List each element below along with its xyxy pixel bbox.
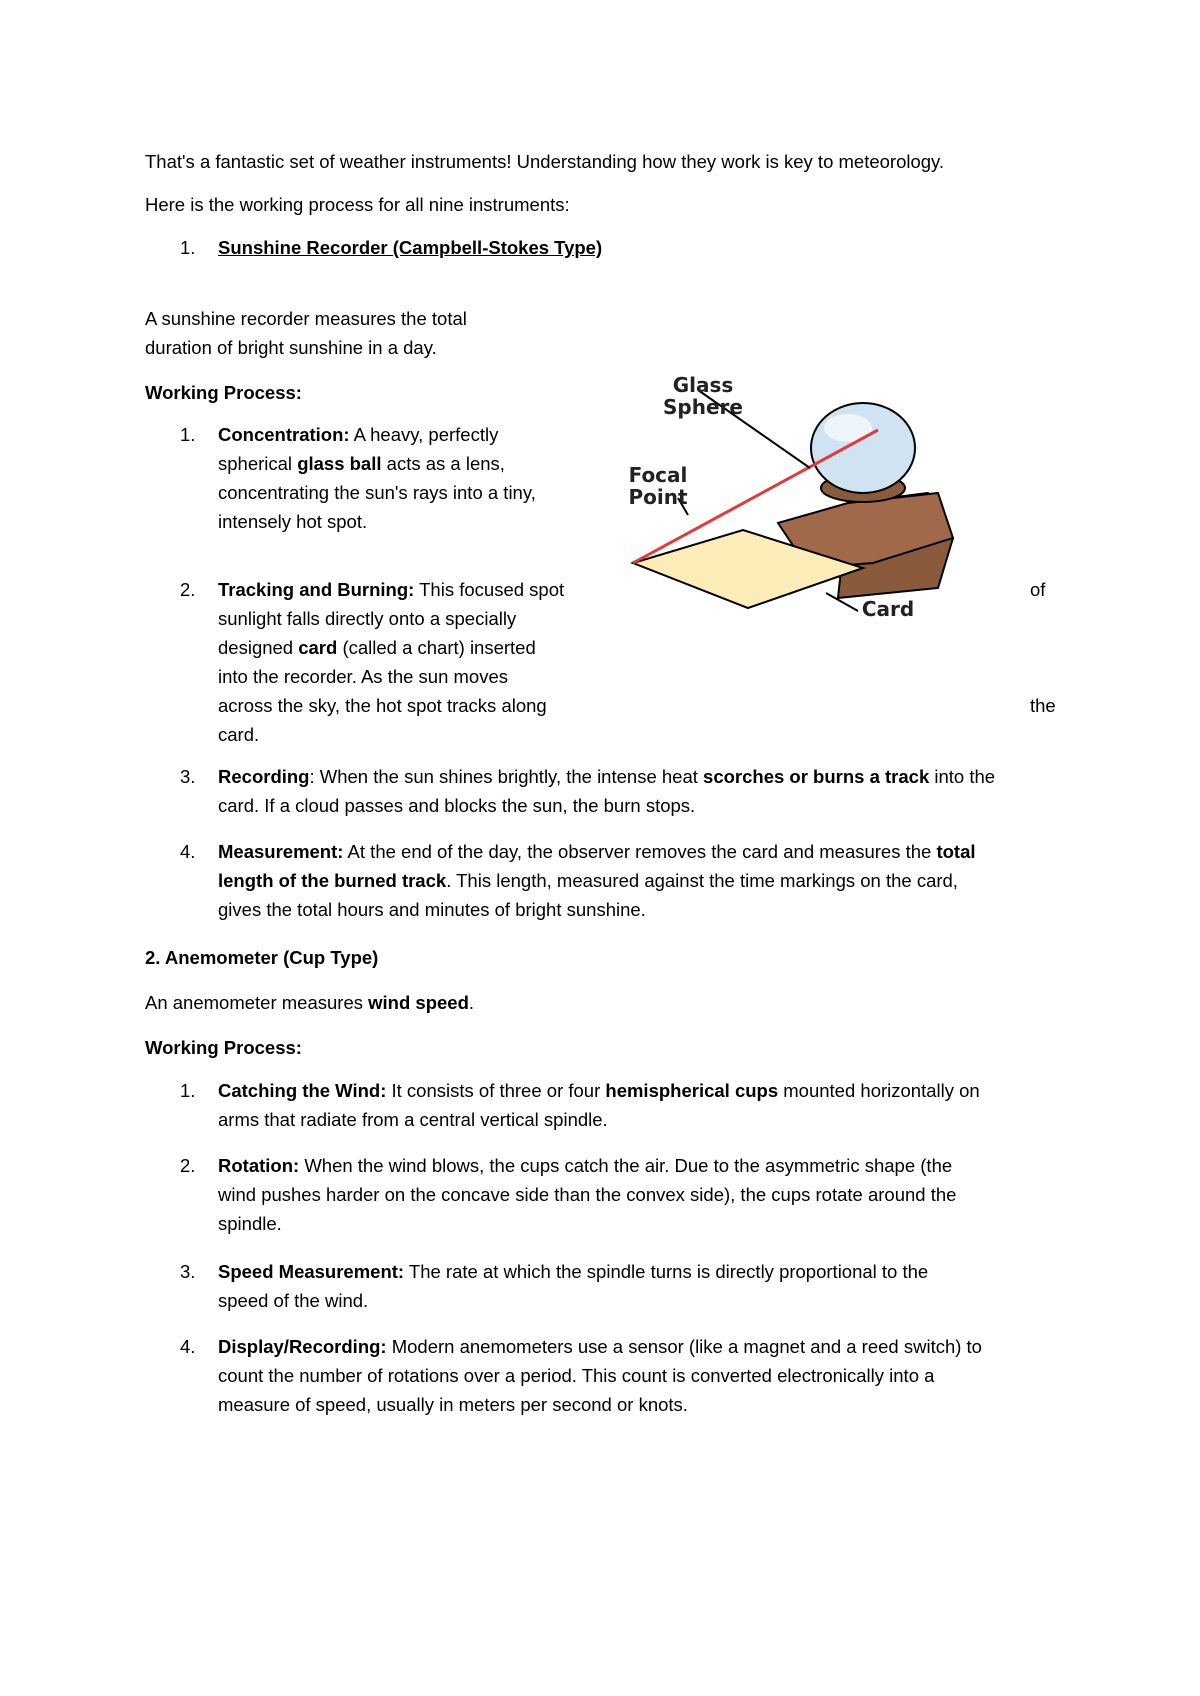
s2-step2 xyxy=(218,1151,1078,1238)
s1-step4-text: gives the total hours and minutes of bright sunshine. xyxy=(218,899,646,920)
s2-step1-text: mounted horizontally on xyxy=(778,1080,980,1101)
s2-step2-term: Rotation: xyxy=(218,1155,300,1176)
s2-step3-term: Speed Measurement: xyxy=(218,1261,405,1282)
s2-step4 xyxy=(218,1332,1078,1419)
s1-step1-text: A heavy, perfectly xyxy=(349,424,499,445)
s1-step2-text: This focused spot xyxy=(414,579,565,600)
label-focal-line2: Point xyxy=(628,485,688,509)
label-glass-line1: Glass xyxy=(672,373,734,397)
s1-step1-bold: glass ball xyxy=(297,453,382,474)
section2-desc-bold: wind speed xyxy=(368,992,469,1013)
s1-step3-text: : xyxy=(309,766,315,787)
section2-desc-text: An anemometer measures xyxy=(145,992,369,1013)
s2-step1 xyxy=(218,1076,1078,1134)
s1-step2-num: 2. xyxy=(180,579,196,600)
s2-step2-num: 2. xyxy=(180,1155,196,1176)
s1-step2-justified-word: of xyxy=(1030,579,1046,600)
label-card: Card xyxy=(861,597,915,621)
s2-step3-text: speed of the wind. xyxy=(218,1290,369,1311)
s1-step1-text: concentrating the sun's rays into a tiny, xyxy=(218,482,536,503)
s1-step3-text: into the xyxy=(929,766,996,787)
s1-step4-text: At the end of the day, the observer removes the card and measures the xyxy=(343,841,937,862)
section1-title-text: Sunshine Recorder (Campbell-Stokes Type) xyxy=(218,237,603,258)
s2-step4-num: 4. xyxy=(180,1336,196,1357)
sunshine-recorder-diagram xyxy=(608,268,1008,728)
s2-step1-num: 1. xyxy=(180,1080,196,1101)
s2-step2-text: wind pushes harder on the concave side than the convex side), the cups rotate around the xyxy=(218,1184,957,1205)
s1-step1-num: 1. xyxy=(180,424,196,445)
section1-desc-1: A sunshine recorder measures the total xyxy=(145,308,467,329)
s1-step1-text: intensely hot spot. xyxy=(218,511,368,532)
intro-line-1: That's a fantastic set of weather instruments! Understanding how they work is key to meteorology. xyxy=(145,151,945,172)
section1-working-heading: Working Process: xyxy=(145,382,302,403)
s1-step2 xyxy=(218,575,598,749)
s1-step2-justified-word: the xyxy=(1030,695,1056,716)
s1-step2-text: sunlight falls directly onto a specially xyxy=(218,608,517,629)
s1-step2-text: card. xyxy=(218,724,260,745)
s1-step4-text: . This length, measured against the time markings on the card, xyxy=(446,870,958,891)
s1-step1-text: acts as a lens, xyxy=(381,453,505,474)
s1-step4-bold: total xyxy=(936,841,976,862)
s1-step4-num: 4. xyxy=(180,841,196,862)
s1-step1 xyxy=(218,420,598,536)
label-glass-line2: Sphere xyxy=(663,395,743,419)
s1-step3-bold: scorches or burns a track xyxy=(703,766,930,787)
section2-desc-text: . xyxy=(468,992,475,1013)
s2-step1-term: Catching the Wind: xyxy=(218,1080,387,1101)
s2-step3-text: The rate at which the spindle turns is directly proportional to the xyxy=(404,1261,929,1282)
s2-step4-text: measure of speed, usually in meters per second or knots. xyxy=(218,1394,688,1415)
s1-step1-text: spherical xyxy=(218,453,298,474)
s1-step2-term: Tracking and Burning: xyxy=(218,579,415,600)
s2-step1-text: arms that radiate from a central vertical spindle. xyxy=(218,1109,608,1130)
s1-step4-term: Measurement: xyxy=(218,841,344,862)
section1-number: 1. xyxy=(180,237,196,258)
s1-step4-bold: length of the burned track xyxy=(218,870,447,891)
s2-step4-text: count the number of rotations over a period. This count is converted electronically into a xyxy=(218,1365,935,1386)
s2-step1-bold: hemispherical cups xyxy=(605,1080,779,1101)
s2-step4-term: Display/Recording: xyxy=(218,1336,387,1357)
glass-sphere-shape xyxy=(811,403,915,493)
intro-line-2: Here is the working process for all nine instruments: xyxy=(145,194,570,215)
s1-step4 xyxy=(218,837,1078,924)
s1-step3-text: When the sun shines brightly, the intense heat xyxy=(314,766,704,787)
s2-step2-text: spindle. xyxy=(218,1213,282,1234)
s2-step4-text: Modern anemometers use a sensor (like a magnet and a reed switch) to xyxy=(386,1336,982,1357)
s2-step3 xyxy=(218,1257,1078,1315)
section1-title xyxy=(218,233,1078,262)
s1-step2-text: (called a chart) inserted xyxy=(337,637,536,658)
s2-step1-text: It consists of three or four xyxy=(386,1080,606,1101)
section2-working-heading: Working Process: xyxy=(145,1037,302,1058)
label-focal-line1: Focal xyxy=(628,463,688,487)
s2-step2-text: When the wind blows, the cups catch the air. Due to the asymmetric shape (the xyxy=(299,1155,953,1176)
section2-desc xyxy=(145,988,474,1017)
s1-step2-text: into the recorder. As the sun moves xyxy=(218,666,508,687)
s1-step3-term: Recording xyxy=(218,766,310,787)
s1-step3 xyxy=(218,762,1078,820)
s1-step2-bold: card xyxy=(298,637,338,658)
s1-step2-text: across the sky, the hot spot tracks along xyxy=(218,695,547,716)
section2-title: 2. Anemometer (Cup Type) xyxy=(145,947,379,968)
s1-step3-num: 3. xyxy=(180,766,196,787)
s1-step3-text: card. If a cloud passes and blocks the sun, the burn stops. xyxy=(218,795,696,816)
s1-step1-term: Concentration: xyxy=(218,424,350,445)
section1-desc-2: duration of bright sunshine in a day. xyxy=(145,337,437,358)
s1-step2-text: designed xyxy=(218,637,299,658)
s2-step3-num: 3. xyxy=(180,1261,196,1282)
